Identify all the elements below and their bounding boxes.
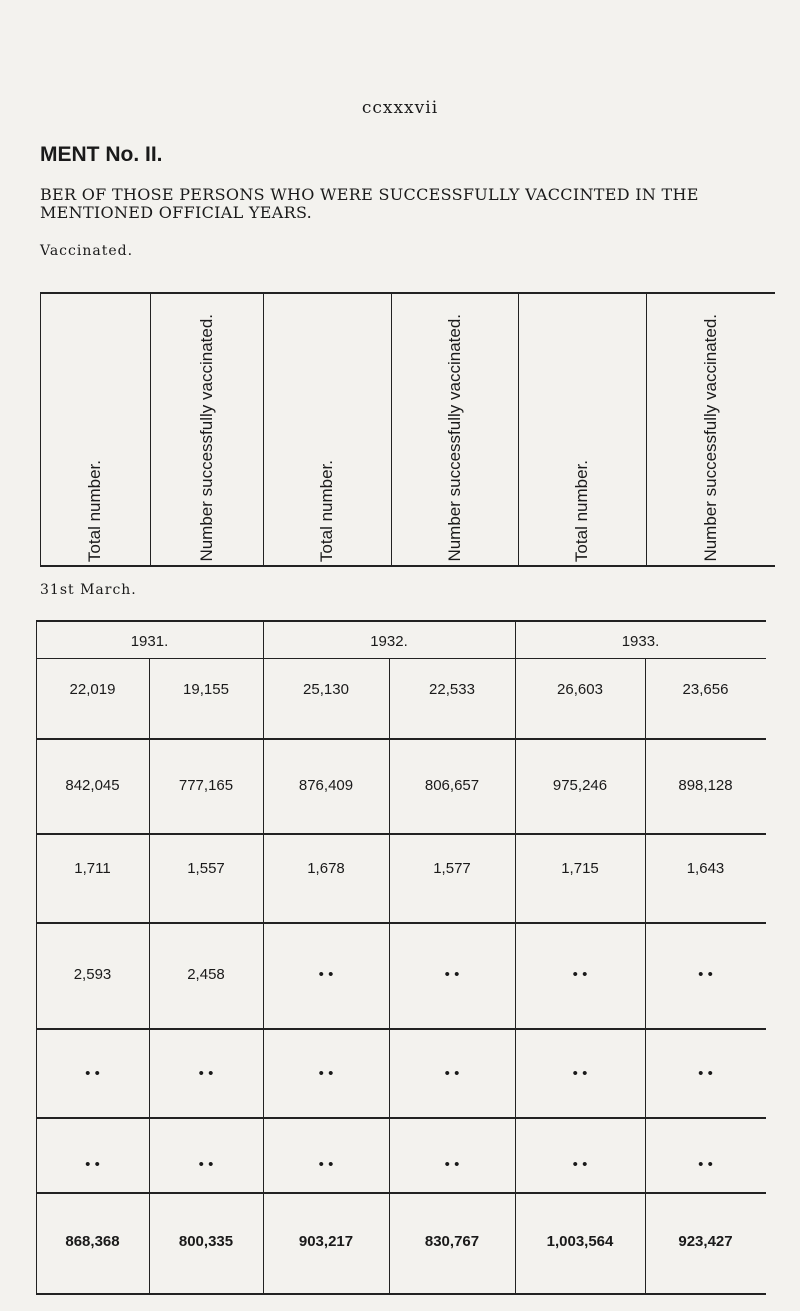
table-cell: 806,657 bbox=[424, 777, 480, 794]
table-cell: • • bbox=[698, 1156, 713, 1173]
table-cell: 1,678 bbox=[307, 860, 345, 877]
table-cell: 19,155 bbox=[183, 681, 229, 698]
table-cell: 23,656 bbox=[682, 681, 729, 698]
row-rule bbox=[36, 738, 766, 740]
table-cell: 22,019 bbox=[69, 681, 116, 698]
table-cell: 2,593 bbox=[73, 966, 112, 983]
year-header-1931: 1931. bbox=[130, 633, 169, 650]
table-cell: • • bbox=[85, 1065, 100, 1082]
row-rule bbox=[36, 922, 766, 924]
row-rule bbox=[36, 1117, 766, 1119]
table-cell: 2,458 bbox=[187, 966, 225, 983]
table-cell: 1,577 bbox=[433, 860, 471, 877]
table-cell: • • bbox=[198, 1156, 214, 1173]
table-cell: 777,165 bbox=[178, 777, 234, 794]
page-title: MENT No. II. bbox=[40, 143, 163, 166]
table-bottom-rule bbox=[36, 1293, 766, 1295]
table-cell: 1,643 bbox=[686, 860, 725, 877]
total-cell: 800,335 bbox=[178, 1233, 234, 1250]
table-cell: 22,533 bbox=[429, 681, 475, 698]
column-header-successful-1931: Number successfully vaccinated. bbox=[196, 314, 216, 562]
section-label: Vaccinated. bbox=[40, 243, 134, 259]
row-rule bbox=[36, 1192, 766, 1194]
row-rule bbox=[36, 833, 766, 835]
table-cell: • • bbox=[318, 966, 334, 983]
total-cell: 1,003,564 bbox=[546, 1233, 614, 1250]
table-cell: • • bbox=[444, 1156, 460, 1173]
total-cell: 830,767 bbox=[424, 1233, 480, 1250]
table-cell: 1,715 bbox=[561, 860, 599, 877]
column-header-total-1931: Total number. bbox=[85, 459, 104, 562]
table-cell: • • bbox=[698, 1065, 713, 1082]
column-header-total-1933: Total number. bbox=[572, 459, 591, 562]
table-cell: • • bbox=[572, 966, 588, 983]
table-cell: 898,128 bbox=[678, 777, 733, 794]
table-top-rule bbox=[36, 620, 766, 622]
table-cell: 975,246 bbox=[552, 777, 608, 794]
table-caption: BER OF THOSE PERSONS WHO WERE SUCCESSFULLY VACCINTED IN THE MENTIONED OFFICIAL YEARS. bbox=[40, 185, 699, 222]
table-cell: 1,711 bbox=[74, 860, 111, 877]
year-header-rule bbox=[36, 658, 766, 659]
total-cell: 923,427 bbox=[678, 1233, 733, 1250]
page-number: ccxxxvii bbox=[361, 98, 439, 118]
table-cell: • • bbox=[85, 1156, 100, 1173]
row-rule bbox=[36, 1028, 766, 1030]
table-cell: • • bbox=[318, 1156, 334, 1173]
table-cell: 25,130 bbox=[303, 681, 349, 698]
year-header-1932: 1932. bbox=[370, 633, 408, 650]
column-header-total-1932: Total number. bbox=[317, 459, 336, 562]
table-cell: • • bbox=[572, 1156, 588, 1173]
date-label: 31st March. bbox=[40, 582, 137, 598]
table-cell: • • bbox=[444, 966, 460, 983]
column-header-successful-1932: Number successfully vaccinated. bbox=[444, 314, 464, 562]
table-cell: • • bbox=[318, 1065, 334, 1082]
table-cell: • • bbox=[698, 966, 713, 983]
total-cell: 868,368 bbox=[65, 1233, 120, 1250]
table-cell: 26,603 bbox=[557, 681, 603, 698]
total-cell: 903,217 bbox=[298, 1233, 354, 1250]
column-divider bbox=[263, 620, 264, 1295]
table-cell: • • bbox=[572, 1065, 588, 1082]
table-cell: 876,409 bbox=[298, 777, 354, 794]
table-cell: • • bbox=[198, 1065, 214, 1082]
column-divider bbox=[515, 620, 516, 1295]
table-cell: 1,557 bbox=[187, 860, 225, 877]
table-cell: 842,045 bbox=[65, 777, 120, 794]
column-divider bbox=[36, 620, 37, 1295]
column-header-successful-1933: Number successfully vaccinated. bbox=[700, 314, 720, 562]
table-cell: • • bbox=[444, 1065, 460, 1082]
year-header-1933: 1933. bbox=[621, 633, 660, 650]
